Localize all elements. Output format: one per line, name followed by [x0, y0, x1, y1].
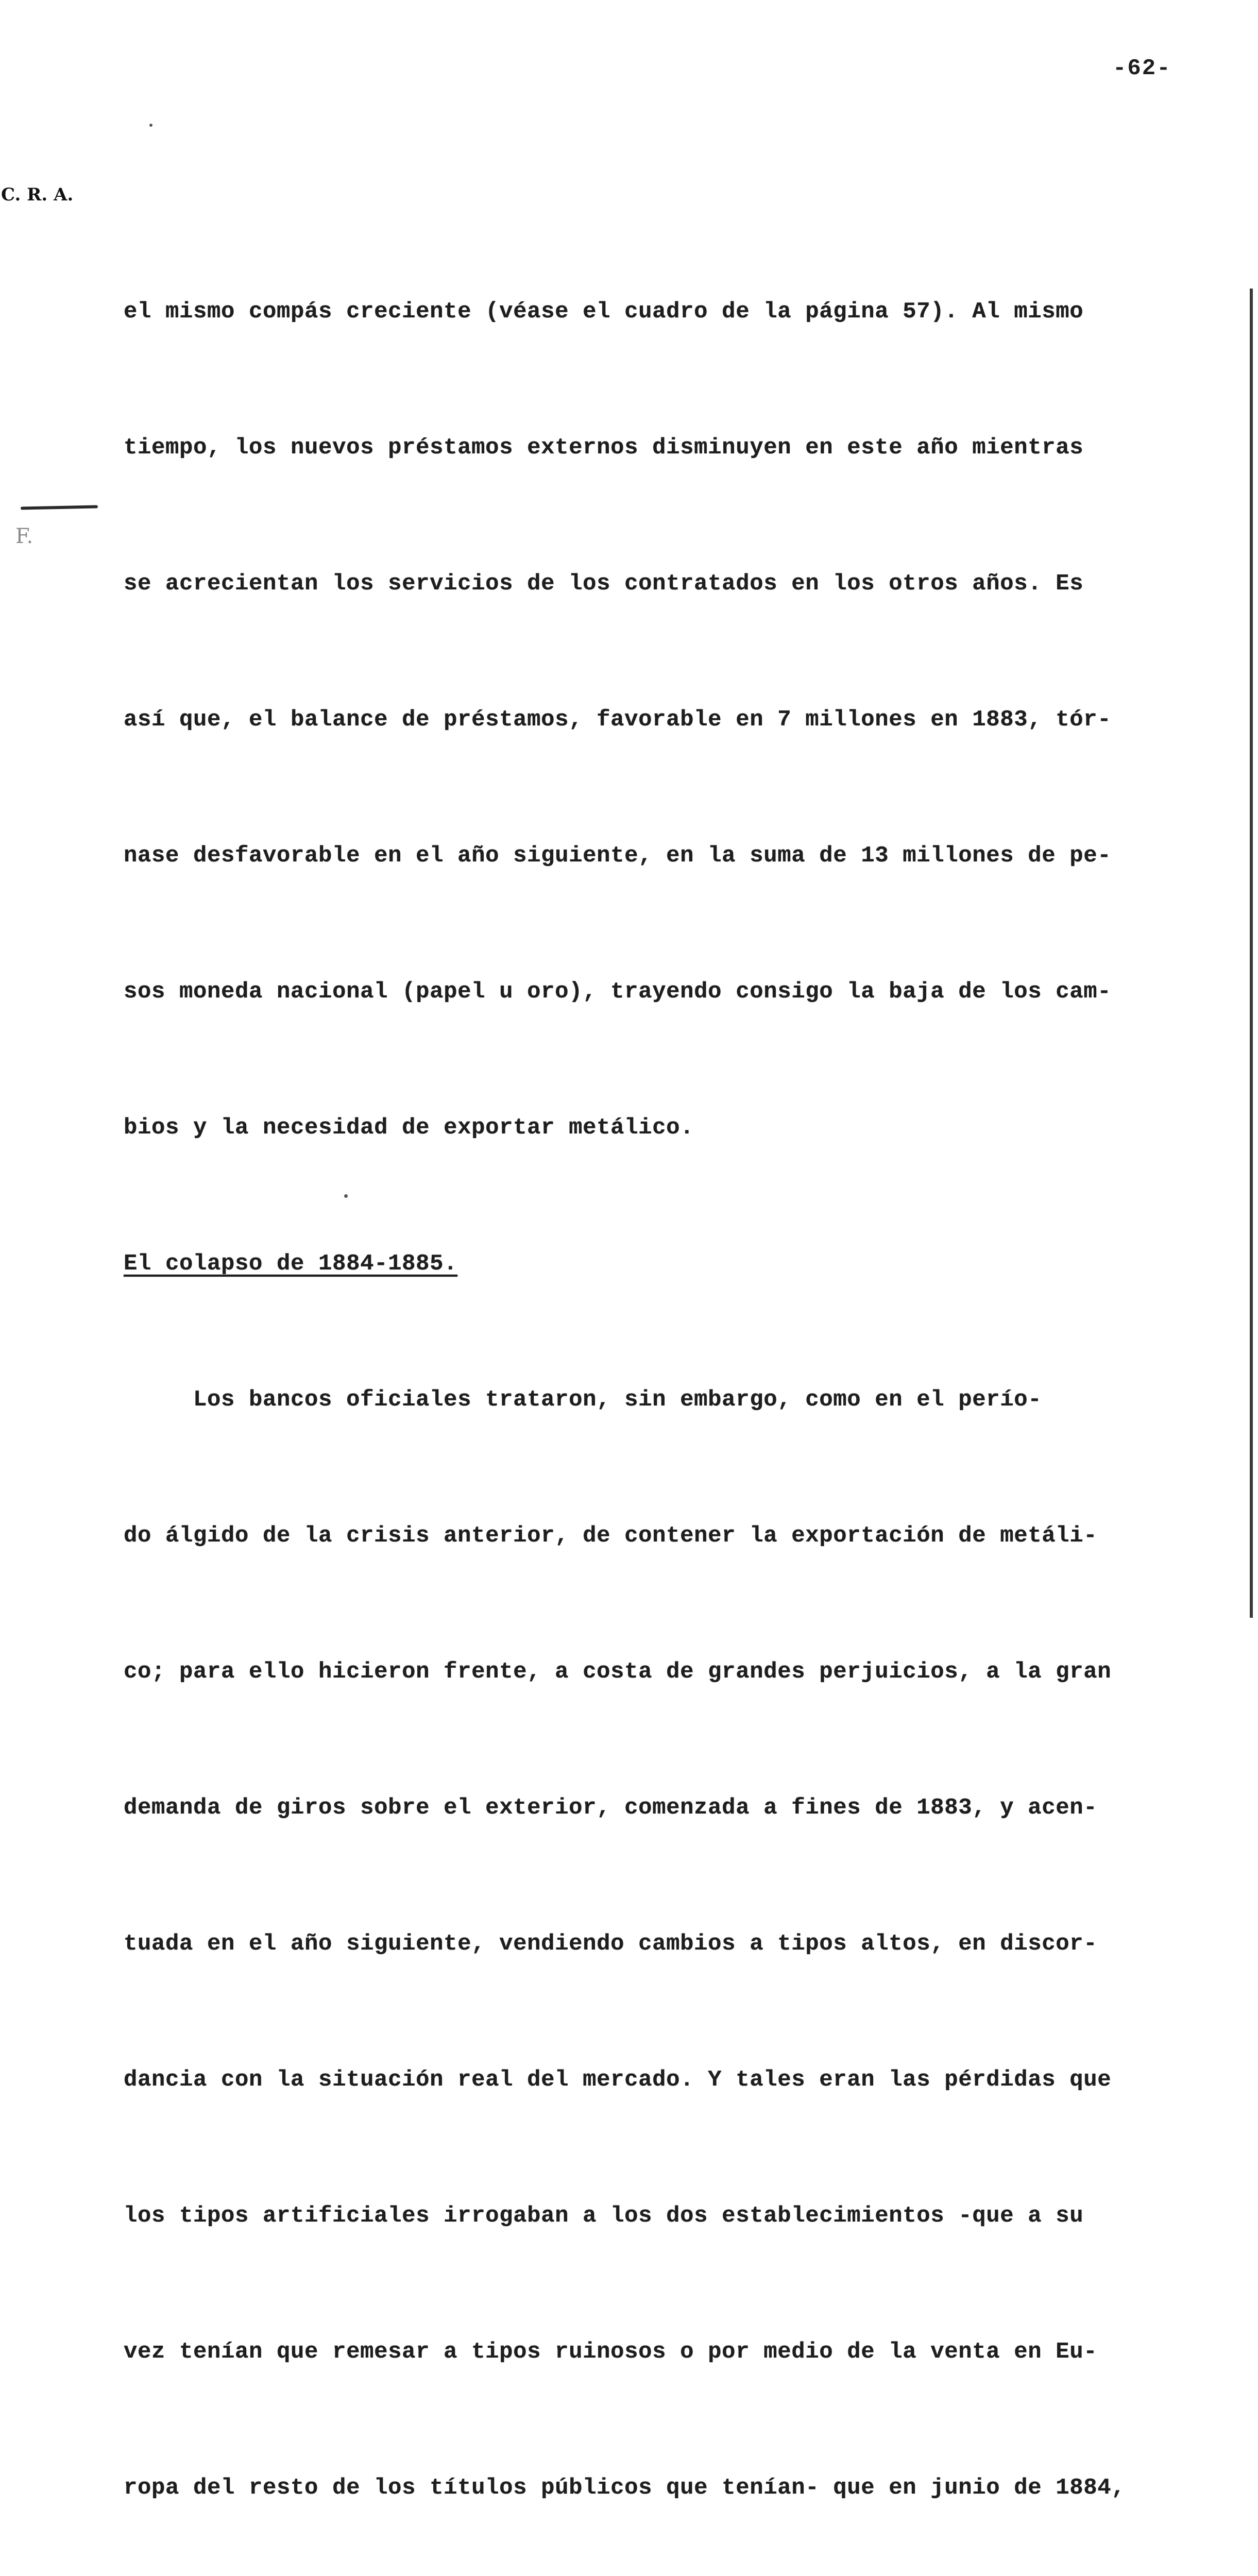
text-line: tiempo, los nuevos préstamos externos disminuyen en este año mientras: [124, 435, 1084, 461]
text-line: ropa del resto de los títulos públicos que tenían- que en junio de 1884,: [124, 2475, 1126, 2501]
body-text: [124, 198, 1247, 2576]
text-line: los tipos artificiales irrogaban a los dos establecimientos -que a su: [124, 2203, 1084, 2229]
margin-mark: C. R. A.: [1, 184, 74, 205]
text-line: se acrecientan los servicios de los contratados en los otros años. Es: [124, 571, 1084, 597]
text-line: demanda de giros sobre el exterior, comenzada a fines de 1883, y acen-: [124, 1795, 1098, 1821]
scan-edge-bar: [1250, 289, 1253, 1618]
text-line: do álgido de la crisis anterior, de contener la exportación de metáli-: [124, 1523, 1098, 1549]
text-line: tuada en el año siguiente, vendiendo cambios a tipos altos, en discor-: [124, 1931, 1098, 1957]
text-line: así que, el balance de préstamos, favorable en 7 millones en 1883, tór-: [124, 707, 1112, 733]
text-line: el mismo compás creciente (véase el cuadro de la página 57). Al mismo: [124, 299, 1084, 325]
text-line: Los bancos oficiales trataron, sin embargo, como en el perío-: [124, 1387, 1042, 1413]
page-number: -62-: [1113, 56, 1171, 81]
text-line: sos moneda nacional (papel u oro), trayendo consigo la baja de los cam-: [124, 979, 1112, 1005]
margin-note: F.: [15, 524, 33, 548]
text-line: vez tenían que remesar a tipos ruinosos o por medio de la venta en Eu-: [124, 2339, 1098, 2365]
text-line: bios y la necesidad de exportar metálico.: [124, 1115, 694, 1141]
text-line: dancia con la situación real del mercado. Y tales eran las pérdidas que: [124, 2067, 1112, 2093]
section-heading: El colapso de 1884-1885.: [124, 1251, 458, 1277]
text-line: co; para ello hicieron frente, a costa de grandes perjuicios, a la gran: [124, 1659, 1112, 1685]
scan-fleck: [149, 124, 152, 127]
text-line: nase desfavorable en el año siguiente, en la suma de 13 millones de pe-: [124, 843, 1112, 869]
margin-line: [21, 505, 98, 510]
section-heading-line: [124, 1241, 1247, 1286]
